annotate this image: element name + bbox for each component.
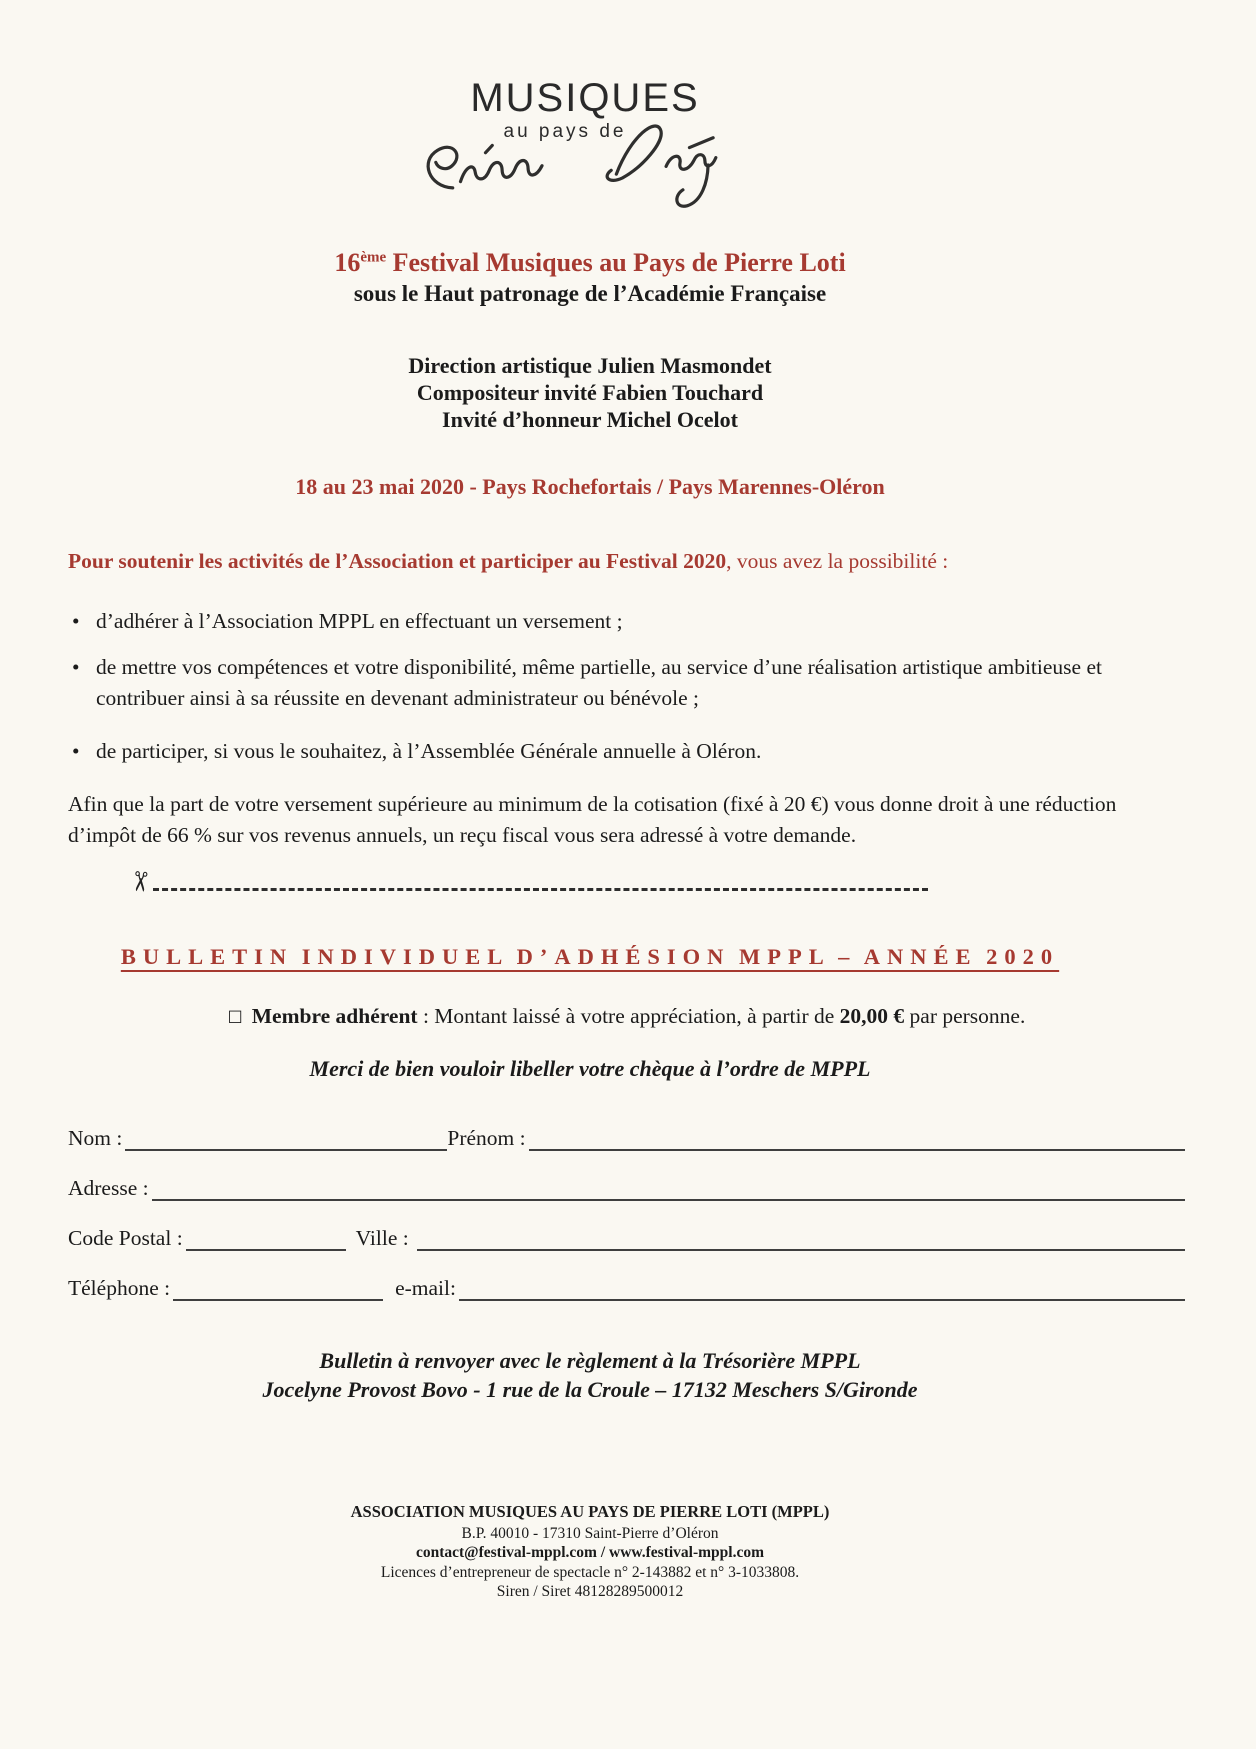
logo-wordmark: MUSIQUES bbox=[470, 76, 700, 120]
scissors-icon: ✂ bbox=[122, 868, 156, 895]
support-intro-rest: , vous avez la possibilité : bbox=[726, 549, 949, 573]
bullet-dot: • bbox=[72, 739, 80, 763]
bullet-3-text: de participer, si vous le souhaitez, à l’Assemblée Générale annuelle à Oléron. bbox=[96, 739, 762, 763]
bullet-dot: • bbox=[72, 609, 80, 633]
adresse-label: Adresse : bbox=[68, 1176, 149, 1200]
footer-siren-siret: Siren / Siret 48128289500012 bbox=[496, 1583, 684, 1600]
footer-licences: Licences d’entrepreneur de spectacle n° 2-143882 et n° 3-1033808. bbox=[380, 1563, 800, 1581]
support-intro-strong: Pour soutenir les activités de l’Association et participer au Festival 2020 bbox=[68, 549, 727, 573]
member-label: Membre adhérent bbox=[251, 1004, 418, 1028]
nom-label: Nom : bbox=[68, 1126, 123, 1150]
ville-write-line bbox=[417, 1222, 1185, 1251]
form-row-codepostal-ville bbox=[68, 1222, 1185, 1251]
nom-write-line bbox=[125, 1122, 447, 1151]
bullet-item-1 bbox=[72, 606, 1142, 637]
bulletin-heading bbox=[60, 944, 1120, 970]
bullet-item-2 bbox=[72, 652, 1142, 714]
code-postal-label: Code Postal : bbox=[68, 1226, 183, 1250]
support-intro bbox=[68, 549, 1185, 574]
credit-guest-of-honor: Invité d’honneur Michel Ocelot bbox=[442, 407, 738, 432]
dashed-cut-rule bbox=[153, 874, 928, 891]
email-write-line bbox=[459, 1272, 1185, 1301]
form-row-adresse bbox=[68, 1172, 1185, 1201]
logo-tagline: au pays de bbox=[503, 121, 627, 142]
title-superscript: ème bbox=[360, 249, 387, 266]
cheque-note: Merci de bien vouloir libeller votre chèque à l’ordre de MPPL bbox=[309, 1056, 871, 1081]
ville-label: Ville : bbox=[355, 1226, 415, 1250]
bullet-item-3 bbox=[72, 736, 1142, 767]
prenom-label: Prénom : bbox=[447, 1126, 526, 1150]
association-footer bbox=[60, 1502, 1120, 1602]
bullet-2-text: de mettre vos compétences et votre disponibilité, même partielle, au service d’une réalisation artistique ambitieuse et contribuer ainsi à sa réussite en devenant administrateur ou bénévole ; bbox=[96, 655, 1102, 710]
return-instructions bbox=[60, 1346, 1120, 1404]
title-text: Festival Musiques au Pays de Pierre Loti bbox=[386, 248, 846, 277]
festival-dates-line: 18 au 23 mai 2020 - Pays Rochefortais / Pays Marennes-Oléron bbox=[295, 474, 885, 499]
footer-association-name: ASSOCIATION MUSIQUES AU PAYS DE PIERRE LOTI (MPPL) bbox=[350, 1502, 830, 1521]
member-checkbox: □ bbox=[227, 1006, 243, 1025]
bullet-1-text: d’adhérer à l’Association MPPL en effectuant un versement ; bbox=[96, 609, 623, 633]
credits-block bbox=[60, 352, 1120, 433]
cut-here-line bbox=[122, 868, 928, 895]
footer-contacts: contact@festival-mppl.com / www.festival-mppl.com bbox=[415, 1544, 765, 1561]
bullet-dot: • bbox=[72, 655, 80, 679]
adresse-write-line bbox=[152, 1172, 1185, 1201]
telephone-label: Téléphone : bbox=[68, 1276, 171, 1300]
credit-guest-composer: Compositeur invité Fabien Touchard bbox=[416, 380, 764, 405]
bulletin-heading-text: BULLETIN INDIVIDUEL D’ADHÉSION MPPL – ANNÉE 2020 bbox=[120, 944, 1060, 969]
footer-address: B.P. 40010 - 17310 Saint-Pierre d’Oléron bbox=[461, 1524, 719, 1542]
credit-artistic-direction: Direction artistique Julien Masmondet bbox=[408, 353, 772, 378]
return-note-line-1: Bulletin à renvoyer avec le règlement à la Trésorière MPPL bbox=[319, 1348, 861, 1373]
festival-title bbox=[60, 248, 1120, 278]
form-row-telephone-email bbox=[68, 1272, 1185, 1301]
prenom-write-line bbox=[529, 1122, 1185, 1151]
member-text-2: par personne. bbox=[904, 1004, 1026, 1028]
title-number: 16 bbox=[334, 248, 361, 277]
email-label: e-mail: bbox=[395, 1276, 456, 1300]
pierre-loti-signature bbox=[406, 103, 720, 229]
tax-deduction-note: Afin que la part de votre versement supérieure au minimum de la cotisation (fixé à 20 €) vous donne droit à une réduction d’impôt de 66 % sur vos revenus annuels, un reçu fiscal vous sera adressé à votre demande. bbox=[68, 792, 1117, 847]
patronage-line: sous le Haut patronage de l’Académie Française bbox=[353, 281, 827, 306]
member-line bbox=[68, 1004, 1185, 1029]
member-amount: 20,00 € bbox=[839, 1004, 905, 1028]
member-text-1: : Montant laissé à votre appréciation, à partir de bbox=[417, 1004, 840, 1028]
telephone-write-line bbox=[173, 1272, 383, 1301]
code-postal-write-line bbox=[186, 1222, 346, 1251]
return-note-line-2: Jocelyne Provost Bovo - 1 rue de la Croule – 17132 Meschers S/Gironde bbox=[262, 1377, 918, 1402]
form-row-nom-prenom bbox=[68, 1122, 1185, 1151]
